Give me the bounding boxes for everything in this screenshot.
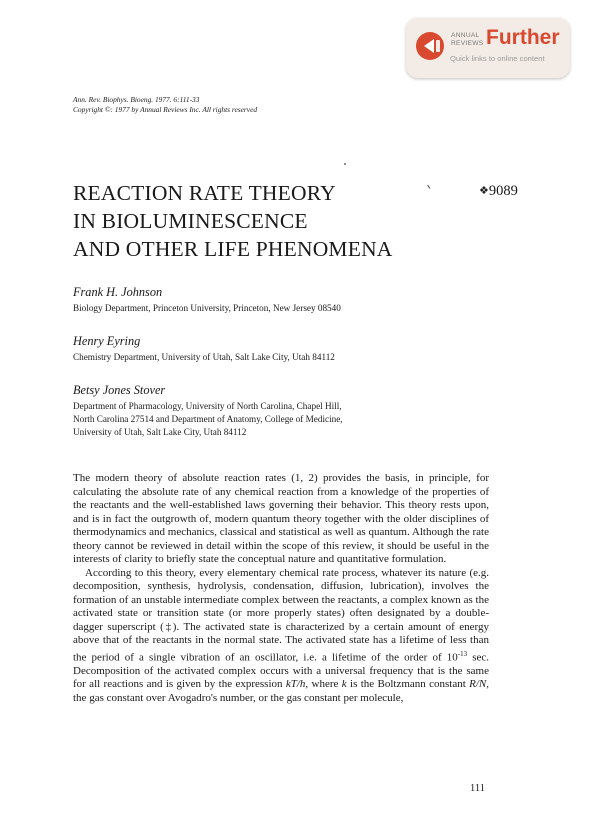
math-symbol: k [341, 678, 347, 691]
play-logo-icon [416, 32, 444, 60]
author-affiliation: Chemistry Department, University of Utah, Salt Lake City, Utah 84112 [73, 352, 335, 362]
body-text: the gas constant over Avogadro's number, or the gas constant per molecule, [73, 691, 404, 704]
page-number: 111 [470, 783, 485, 794]
diamond-icon: ❖ [479, 185, 489, 197]
author-affiliation: Department of Pharmacology, University of North Carolina, Chapel Hill, [73, 401, 342, 411]
article-body [73, 472, 489, 705]
citation-line-2: Copyright ©: 1977 by Annual Reviews Inc. All rights reserved [73, 105, 258, 114]
article-code-number: 9089 [488, 183, 518, 199]
badge-further-text: Further [486, 26, 560, 49]
badge-subtitle: Quick links to online content [450, 54, 545, 63]
author-name: Frank H. Johnson [73, 285, 163, 299]
author-affiliation: North Carolina 27514 and Department of Anatomy, College of Medicine, [73, 414, 343, 424]
author-name: Henry Eyring [73, 334, 141, 348]
citation-line-1: Ann. Rev. Biophys. Bioeng. 1977. 6:111-33 [73, 95, 200, 104]
badge-annual-text: ANNUAL [451, 32, 480, 39]
body-text: According to this theory, every elementary chemical rate process, whatever its nature (e.g. decomposition, synthesis, hydrolysis, condensation, diffusion, lubrication), involves the formation of an unstable intermediate complex between the reactants, a complex known as the activated state or transition state (or more properly states) often designated by a double-dagger superscript (‡). The activated state is characterized by a certain amount of energy above that of the reactants in the normal state. The activated state has a lifetime of less than the period of a single vibration of an oscillator, i.e. a lifetime of the order of 10 [73, 566, 489, 664]
body-paragraph-2 [73, 567, 489, 706]
author-affiliation: University of Utah, Salt Lake City, Utah 84112 [73, 427, 247, 437]
body-paragraph-1: The modern theory of absolute reaction rates (1, 2) provides the basis, in principle, for calculating the absolute rate of any chemical reaction from a knowledge of the properties of the reactants and the well-established laws governing their behavior. This theory rests upon, and is in fact the outgrowth of, modern quantum theory together with the older disciplines of thermodynamics and mechanics, classical and statistical as well as quantum. Although the rate theory cannot be reviewed in detail within the scope of this review, it should be useful in the interests of clarity to briefly state the conceptual nature and quantitative formulation. [73, 472, 489, 566]
body-text: where [308, 678, 342, 691]
author-affiliation: Biology Department, Princeton University, Princeton, New Jersey 08540 [73, 303, 341, 313]
title-line-1: REACTION RATE THEORY [73, 181, 336, 205]
math-expression: R/N, [469, 678, 490, 691]
article-code [479, 183, 518, 200]
exponent: -13 [457, 649, 468, 658]
stray-mark [344, 163, 346, 165]
stray-tick-mark [427, 183, 433, 189]
title-line-3: AND OTHER LIFE PHENOMENA [73, 237, 393, 261]
further-links-badge[interactable] [406, 18, 570, 78]
author-name: Betsy Jones Stover [73, 383, 166, 397]
article-title [73, 179, 393, 263]
badge-reviews-text: REVIEWS [451, 40, 484, 47]
body-text: is the Boltzmann constant [346, 678, 470, 691]
title-line-2: IN BIOLUMINESCENCE [73, 209, 308, 233]
math-expression: kT/h, [285, 678, 309, 691]
body-text: sec. Decomposition of the activated complex occurs with a universal frequency that is the same for all reactions and is given by the expression [73, 651, 489, 691]
